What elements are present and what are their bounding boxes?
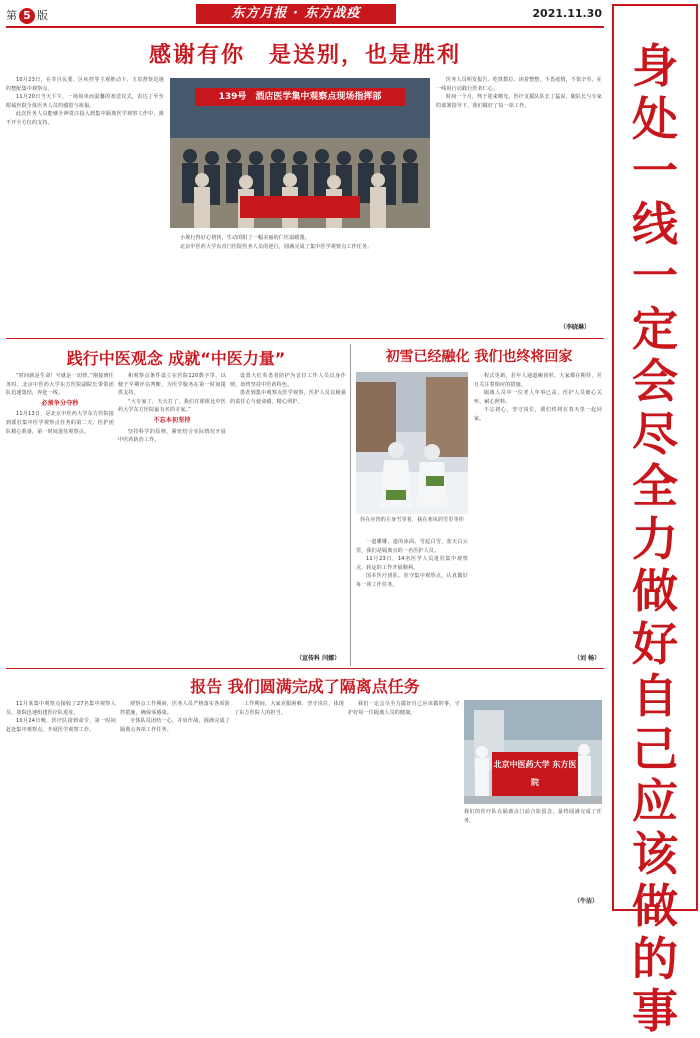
article4-author: （牛洁）: [574, 898, 599, 905]
article1-column-3: [436, 76, 602, 322]
article2-column-2: [118, 372, 226, 662]
article1-author: （李晓琳）: [560, 324, 591, 331]
article3-paragraph: 11月23日，14名医学人员进驻集中观察点，转运的工作开展顺利。: [356, 556, 468, 571]
article4-column-3: [234, 700, 344, 910]
masthead: 东方月报 · 东方战疫: [196, 4, 396, 24]
article2-column-1: [6, 372, 114, 662]
article4-paragraph: 11月某集中观察点接收了27名集中观察人员，我院迅速组建医疗队进驻。: [6, 701, 116, 716]
article1-paragraph: 北京中医药大学东直门医院医务人员的逆行，圆满完成了集中医学观察点工作任务。: [180, 243, 373, 250]
page-header: [6, 4, 604, 26]
article1-paragraph: 时间一个月，终于迎来曙光。医疗支援队队长丁猛说，随队长与专家的部署指导下，我们做好了每一项工作。: [436, 94, 603, 109]
article4-column-1: [6, 700, 116, 910]
article3-author: （刘 畅）: [574, 655, 601, 662]
article1-photo-banner: 139号 酒店医学集中观察点现场指挥部: [218, 92, 382, 102]
article2-paragraph: 11月13日，是北京中医药大学东方医院接到派驻集中医学观察点任务的第二天，医护团队精心准备，第一时间进驻观察点。: [6, 411, 114, 435]
section-divider: [6, 668, 604, 669]
article4-column-2: [120, 700, 230, 910]
article1-paragraph: 医务人员明发报告、吃铁数位、读着整整，不畏疫情，不惧辛劳，在一线用行动践行医者仁心。: [436, 77, 603, 92]
article3-photo-caption: 你在应皆的左身雪里着，我在寒风的雪里等你: [359, 517, 464, 523]
article1-paragraph: 10月23日，在莘自民委、区疾控等主观推动下，玉泉督察迅速的整配集中观察点。: [6, 77, 164, 92]
page-suffix: 版: [37, 9, 48, 22]
page-prefix: 第: [6, 9, 17, 22]
article4-photo-caption: 我们的医疗队在隔离点门前合影留念，最终圆满完成了任务。: [464, 809, 602, 824]
article4-photo: [464, 700, 602, 804]
article3-photo: [356, 372, 468, 514]
article3-paragraph: 不忘初心，坚守岗位，我们终将在春天里一起回家。: [474, 407, 602, 422]
article3-column-2: [474, 372, 602, 652]
article3-paragraph: 一道雕雕，道的冰面，雪起白雪，蓝天白云里，我们是隔离点的一名医护人员。: [356, 539, 468, 554]
article4-headline: 报告 我们圆满完成了隔离点任务: [190, 677, 420, 696]
article1-photo: [170, 78, 430, 228]
vertical-banner: [612, 4, 698, 1038]
article4-paragraph: 我们一定会尽全力做好自己应该做的事，守护好每一位隔离人员的健康。: [348, 701, 460, 716]
article4-paragraph: 工作期间，大家克服困难，坚守岗位，体现了东方医院人的担当。: [234, 701, 344, 716]
article1-column-2: [170, 234, 430, 334]
article1-headline: 感谢有你 是送别，也是胜利: [148, 43, 461, 68]
page-number-label: [6, 7, 48, 24]
article2-subheading: 必须争分夺秒: [41, 399, 79, 407]
article1-column-1: [6, 76, 164, 334]
article4-paragraph: 10月24日晚，医疗队接到命令，第一时间赶赴集中观察点，开展医学观察工作。: [6, 718, 116, 733]
article3-column-1: [356, 538, 468, 662]
article1-paragraph: 此次医务人员能够全神贯注投入到集中隔离医学观察工作中，离不开全方位的支持。: [6, 111, 164, 126]
article4-column-4: [348, 700, 460, 910]
article2-author: （宣传科 闫娜）: [296, 655, 341, 662]
article3-paragraph: 程式更新。若年人通道碗顶形，大家都在期待，并且关注着相应的措施。: [474, 373, 602, 388]
article2-paragraph: “大专家了，天天打了，我们在那组比中医药大学东方医院最有名的专家。”: [118, 398, 226, 414]
issue-date: 2021.11.30: [532, 7, 602, 20]
article3-paragraph: 隔离人员中一位老人年事已高，医护人员细心关怀，耐心照料。: [474, 390, 602, 405]
header-rule: [6, 26, 604, 28]
article2-paragraph: 和观察点条件设立在医院120数字里，以便于早期评估判断，为医学服务在第一时间提供支持。: [118, 373, 226, 397]
article2-paragraph: “时间就是生命！号就是一切律。”刚接到任务时，北京中医药大学东方医院副院长带领团队迅速集结，奔赴一线。: [6, 373, 114, 397]
section-divider: [6, 338, 604, 339]
article2-headline: 践行中医观念 成就“中医力量”: [66, 349, 286, 368]
article2-paragraph: 坚持科学的原则，紧密结合实际情况开展中医药防治工作。: [118, 428, 226, 444]
page-number-badge: 5: [19, 8, 35, 24]
article1-paragraph: 小规行得好心情快，生动的阳了一幅美丽的仁医温暖图。: [180, 235, 311, 241]
snow-scene-illustration: [356, 372, 468, 514]
article1-paragraph: 11月20日当天下午，一场简单而温馨的欢送仪式，表达了至至附属医院全体医务人员的感恩与祝福。: [6, 94, 164, 109]
article3-paragraph: 国本医疗团队，驻守集中观察点，认真做好每一项工作任务。: [356, 573, 468, 588]
article4-paragraph: 观察点工作期间，医务人员严格落实各项防控措施，确保零感染。: [120, 701, 230, 716]
article2-paragraph: 患者到集中观察点医学观察，医护人员以极强的责任心与使命感，精心照护。: [230, 390, 346, 405]
column-divider: [350, 344, 351, 666]
vertical-banner-text: 身处一线 一定会尽全力做好自己应该做的事: [632, 39, 678, 1038]
article2-paragraph: 设置大红英勇者防护为首位工作人员以身作则，始终坚持中医药特色。: [230, 373, 346, 388]
article3-headline: 初雪已经融化 我们也终将回家: [385, 349, 573, 365]
article2-column-3: [230, 372, 346, 652]
article4-paragraph: 全体队员团结一心，并肩作战，圆满完成了隔离点各项工作任务。: [120, 718, 230, 733]
article2-subheading: 不忘本初坚持: [153, 416, 191, 424]
article4-photo-banner: 北京中医药大学 东方医院: [493, 760, 577, 787]
